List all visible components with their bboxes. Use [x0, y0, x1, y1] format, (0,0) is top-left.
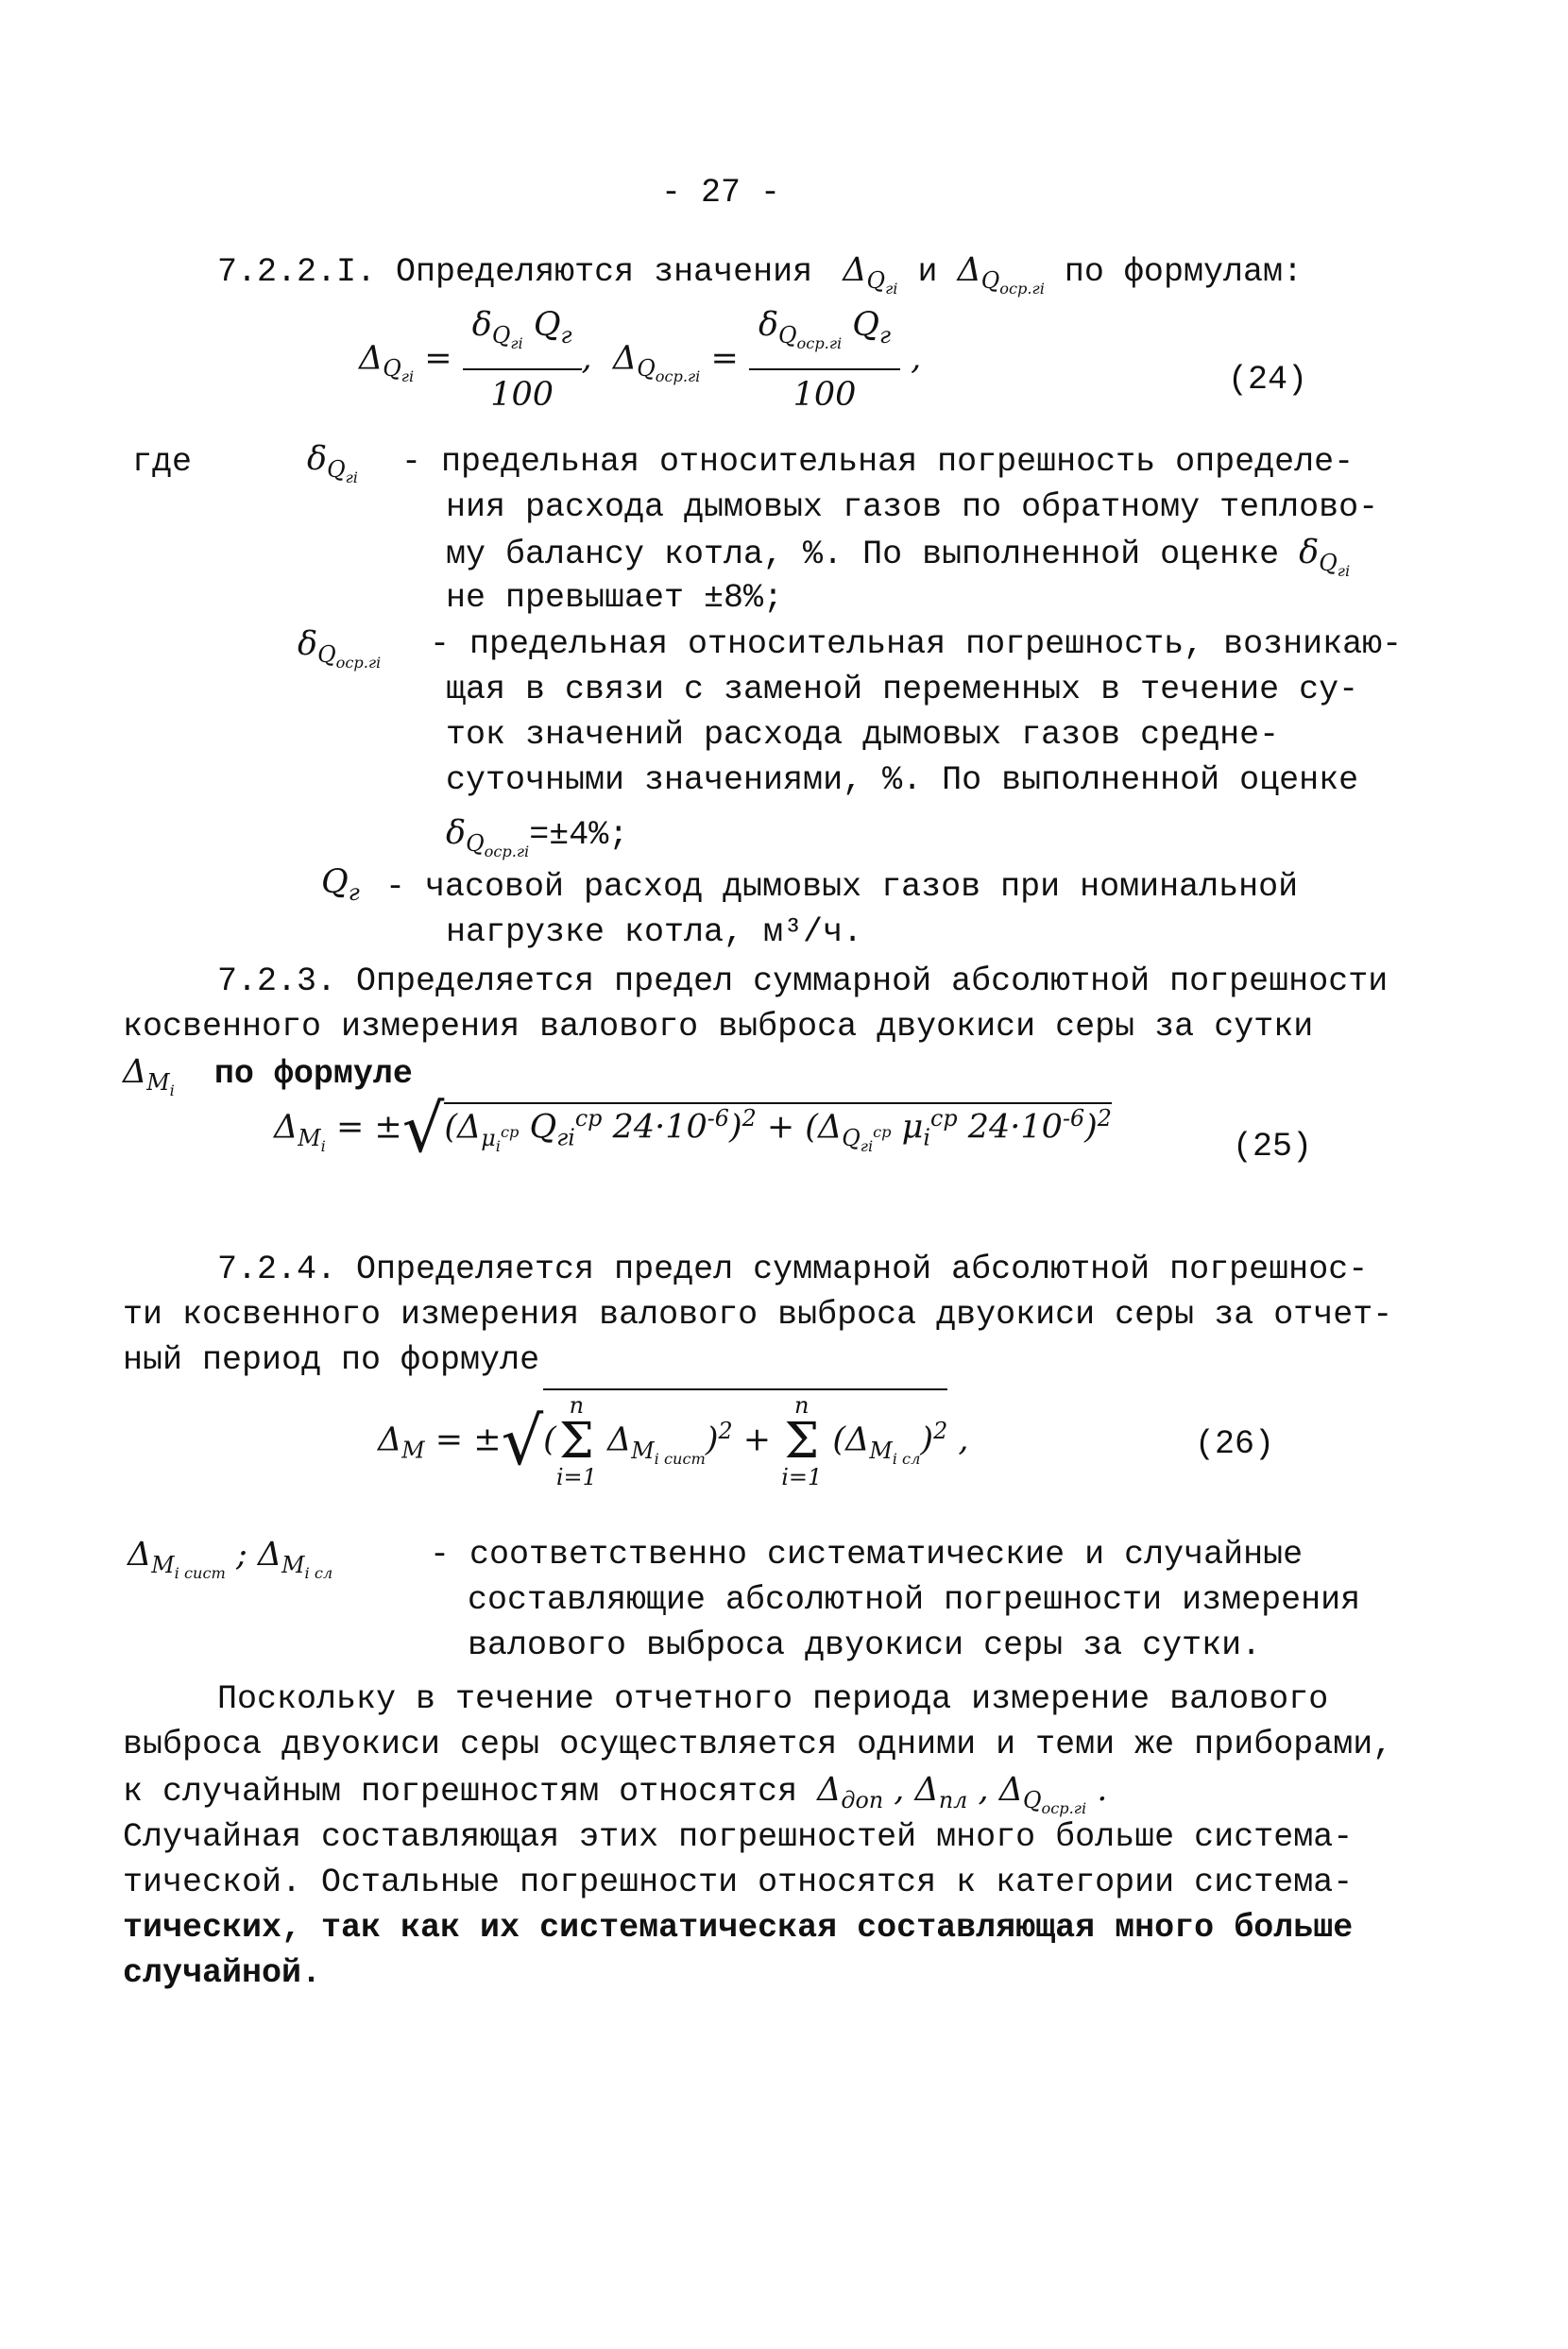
symbol-delta-qosr: $\Delta_{Q_{оср.гi}}$ — [957, 251, 1045, 298]
section-724-line1: 7.2.4. Определяется предел суммарной абсолютной погрешнос- — [217, 1251, 1369, 1288]
symbol-delta-q: $\Delta_{Q_{гi}}$ — [832, 251, 898, 298]
section-7221-label: 7.2.2.I. — [217, 253, 377, 291]
section-723-line1: 7.2.3. Определяется предел суммарной абсолютной погрешности — [217, 962, 1389, 1000]
def1-symbol: $\delta_{Q_{гi}}$ — [307, 440, 358, 486]
def3-line1: - часовой расход дымовых газов при номинальной — [385, 868, 1299, 906]
sum1-upper: n — [569, 1392, 585, 1419]
def3-symbol: $Q_г$ — [321, 863, 360, 906]
page-number: - 27 - — [661, 174, 781, 212]
equation-number-25: (25) — [1233, 1128, 1313, 1166]
sum1-lower: i=1 — [555, 1464, 597, 1490]
symbol-delta-mi: $\Delta_{M_i}$ — [123, 1053, 175, 1099]
section-723-line3-text: по формуле — [213, 1055, 413, 1093]
def2-line2: щая в связи с заменой переменных в течение су- — [446, 671, 1359, 708]
sum2-upper: n — [794, 1392, 810, 1419]
where-label: где — [132, 443, 193, 481]
para-line3-symbols: $\Delta_{доп}$ , $\Delta_{пл}$ , $\Delta_{Q_{оср.гi}}$ . — [817, 1771, 1108, 1817]
section-724-line2: ти косвенного измерения валового выброса двуокиси серы за отчет- — [123, 1296, 1393, 1334]
formula-24: $\Delta_{Q_{гi}}$ = $\frac{\delta_{Q_{гi}} Q_г}{100}$ , $\Delta_{Q_{оср.гi}}$ = $\frac{\delta_{Q_{оср.гi}} Q_г}{100}$ , — [359, 300, 921, 419]
para-line6: тических, так как их систематическая составляющая много больше — [123, 1909, 1354, 1947]
def1-line1: - предельная относительная погрешность определе- — [401, 443, 1355, 481]
def-components-line1: - соответственно систематические и случайные — [430, 1536, 1304, 1574]
para-line7: случайной. — [123, 1954, 322, 1992]
def-components-line3: валового выброса двуокиси серы за сутки. — [468, 1626, 1262, 1664]
def2-line4: суточными значениями, %. По выполненной оценке — [446, 761, 1359, 799]
def-components-line2: составляющие абсолютной погрешности измерения — [468, 1581, 1361, 1619]
para-line5: тической. Остальные погрешности относятся к категории система- — [123, 1864, 1354, 1901]
section-723-line2: косвенного измерения валового выброса двуокиси серы за сутки — [123, 1008, 1314, 1046]
def2-line1: - предельная относительная погрешность, возникаю- — [430, 625, 1403, 663]
def3-line2: нагрузке котла, м³/ч. — [446, 913, 863, 951]
para-line3-text: к случайным погрешностям относятся — [123, 1773, 798, 1811]
def1-inline-symbol: $\delta_{Q_{гi}}$ — [1299, 534, 1351, 580]
eq25-exp-2: -6 — [1062, 1104, 1085, 1132]
sum-sign-2: n Σ i=1 — [781, 1392, 823, 1490]
def1-line3-text: му балансу котла, %. По выполненной оценке — [446, 536, 1280, 573]
sum2-lower: i=1 — [781, 1464, 823, 1490]
eq24-denominator-2: 100 — [793, 375, 857, 414]
eq25-const-2: 24·10 — [967, 1108, 1063, 1147]
section-7221-and: и — [917, 253, 938, 291]
sum-sign-1: n Σ i=1 — [555, 1392, 597, 1490]
equation-number-26: (26) — [1195, 1425, 1275, 1463]
para-line4: Случайная составляющая этих погрешностей много больше система- — [123, 1818, 1354, 1856]
section-7221-text-b: по формулам: — [1064, 253, 1303, 291]
eq24-denominator-1: 100 — [490, 375, 554, 414]
formula-25: $\Delta_{M_i} = \pm√(\Delta_{\mu_i^{ср}}$ $Q_{гi}^{ср}$ $24\cdot 10^{-6})^2 + (\Delta_{Q_{гi}^{ср}}$ $\mu_i^{ср}$ $24\cdot 10^{-6})^2$ — [274, 1090, 1112, 1167]
def2-symbol: $\delta_{Q_{оср.гi}}$ — [298, 625, 382, 672]
section-724-line3: ный период по формуле — [123, 1341, 540, 1379]
def1-line2: ния расхода дымовых газов по обратному теплово- — [446, 488, 1379, 526]
def2-line5-text: =±4%; — [529, 816, 629, 854]
def1-line4: не превышает ±8%; — [446, 579, 784, 617]
para-line2: выброса двуокиси серы осуществляется одними и теми же приборами, — [123, 1726, 1393, 1763]
para-line1: Поскольку в течение отчетного периода измерение валового — [217, 1680, 1329, 1718]
eq25-const-1: 24·10 — [612, 1108, 707, 1147]
eq25-exp-1: -6 — [707, 1104, 729, 1132]
formula-26: $\Delta_M$ = ±√( n Σ i=1 $\Delta_{M_{i сист}})^2$ + n Σ i=1 $(\Delta_{M_{i сл}})^2$ , — [378, 1388, 968, 1489]
def2-inline-symbol: $\delta_{Q_{оср.гi}}$ — [446, 814, 530, 860]
equation-number-24: (24) — [1228, 361, 1308, 399]
section-7221-text-a: Определяются значения — [396, 253, 813, 291]
def2-line3: ток значений расхода дымовых газов средне- — [446, 716, 1280, 754]
def-components-symbols: $\Delta_{M_{i сист}}$ ; $\Delta_{M_{i сл}}$ — [128, 1536, 333, 1582]
